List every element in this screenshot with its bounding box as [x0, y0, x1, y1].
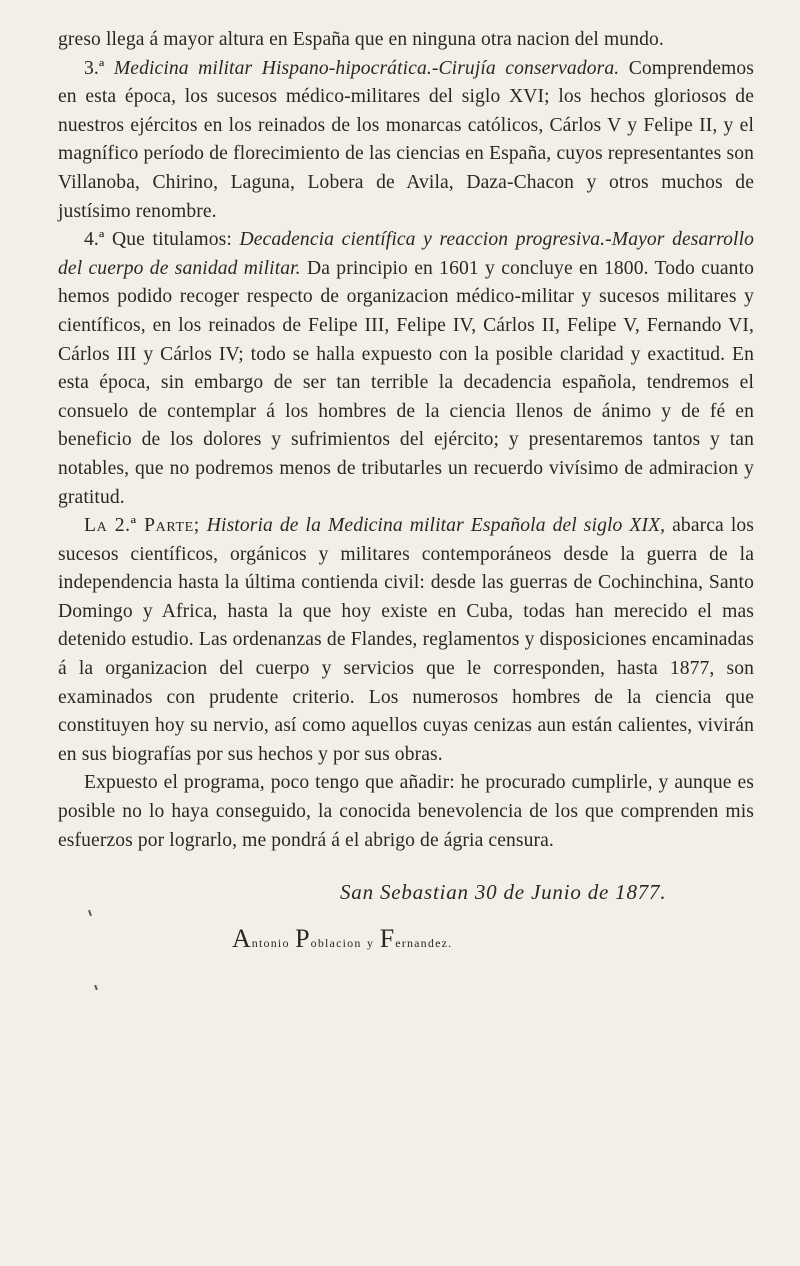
part-2-paragraph	[58, 512, 754, 769]
part-2-body: abarca los sucesos científicos, orgánicos y militares contemporáneos desde la guerra de la independencia hasta la última contienda civil: desde las guerras de Cochinchina, Santo Domingo y Africa, hasta la que hoy existe en Cuba, todas han merecido el mas detenido estudio. Las ordenanzas de Flandes, reglamentos y disposiciones encaminadas á la organizacion del cuerpo y servicios que le corresponden, hasta 1877, son examinados con prudente criterio. Los numerosos hombres de la ciencia que constituyen hoy su nervio, así como aquellos cuyas cenizas aun están calientes, vivirán en sus biografías por sus hechos y por sus obras.	[58, 515, 754, 765]
section-3-number: 3.ª	[84, 57, 105, 79]
author-signature	[232, 924, 452, 954]
ink-speck	[88, 910, 92, 916]
sig-rest-p: oblacion	[310, 936, 362, 950]
section-4-title: Decadencia científica y reaccion progresiva.-Mayor desarrollo del cuerpo de sanidad militar.	[58, 229, 755, 279]
sig-rest-f: ernandez.	[395, 936, 453, 950]
section-4-body: Da principio en 1601 y concluye en 1800. Todo cuanto hemos podido recoger respecto de organizacion médico-militar y sucesos militares y científicos, en los reinados de Felipe III, Felipe IV, Cárlos II, Felipe V, Fernando VI, Cárlos III y Cárlos IV; todo se halla expuesto con la posible claridad y exactitud. En esta época, sin embargo de ser tan terrible la decadencia española, tendremos el consuelo de contemplar á los hombres de la ciencia llenos de ánimo y de fé en beneficio de los dolores y sufrimientos del ejército; y presentaremos tantos y tan notables, que no podremos menos de tributarles un recuerdo vivísimo de admiracion y gratitud.	[58, 257, 755, 508]
section-4-paragraph	[58, 226, 754, 512]
section-3-title: Medicina militar Hispano-hipocrática.-Cirujía conservadora.	[113, 57, 620, 79]
body-text	[58, 26, 754, 855]
section-4-number: 4.ª	[84, 229, 105, 251]
closing-text: Expuesto el programa, poco tengo que añadir: he procurado cumplirle, y aunque es posible no lo haya conseguido, la conocida benevolencia de los que comprenden mis esfuerzos por lograrlo, me pondrá á el abrigo de ágria censura.	[58, 772, 754, 851]
ink-speck	[94, 985, 98, 990]
part-2-label: La 2.ª Parte;	[84, 515, 200, 537]
sig-cap-a: A	[232, 924, 252, 953]
intro-paragraph	[58, 26, 754, 55]
closing-paragraph	[58, 769, 754, 855]
section-4-lead: Que titulamos:	[112, 229, 232, 251]
intro-text: greso llega á mayor altura en España que en ninguna otra nacion del mundo.	[58, 29, 664, 50]
section-3-paragraph	[58, 55, 754, 227]
sig-cap-p: P	[295, 924, 311, 953]
sig-cap-f: F	[379, 924, 396, 953]
place-date: San Sebastian 30 de Junio de 1877.	[340, 880, 667, 904]
sig-rest-a: ntonio	[251, 936, 290, 950]
part-2-title: Historia de la Medicina militar Española del siglo XIX,	[206, 515, 666, 537]
section-3-body: Comprendemos en esta época, los sucesos médico-militares del siglo XVI; los hechos gloriosos de nuestros ejércitos en los reinados de los monarcas católicos, Cárlos V y Felipe II, y el magnífico período de florecimiento de las ciencias en España, cuyos representantes son Villanoba, Chirino, Laguna, Lobera de Avila, Daza-Chacon y otros muchos de justísimo renombre.	[58, 57, 754, 222]
sig-conj: y	[367, 936, 375, 950]
